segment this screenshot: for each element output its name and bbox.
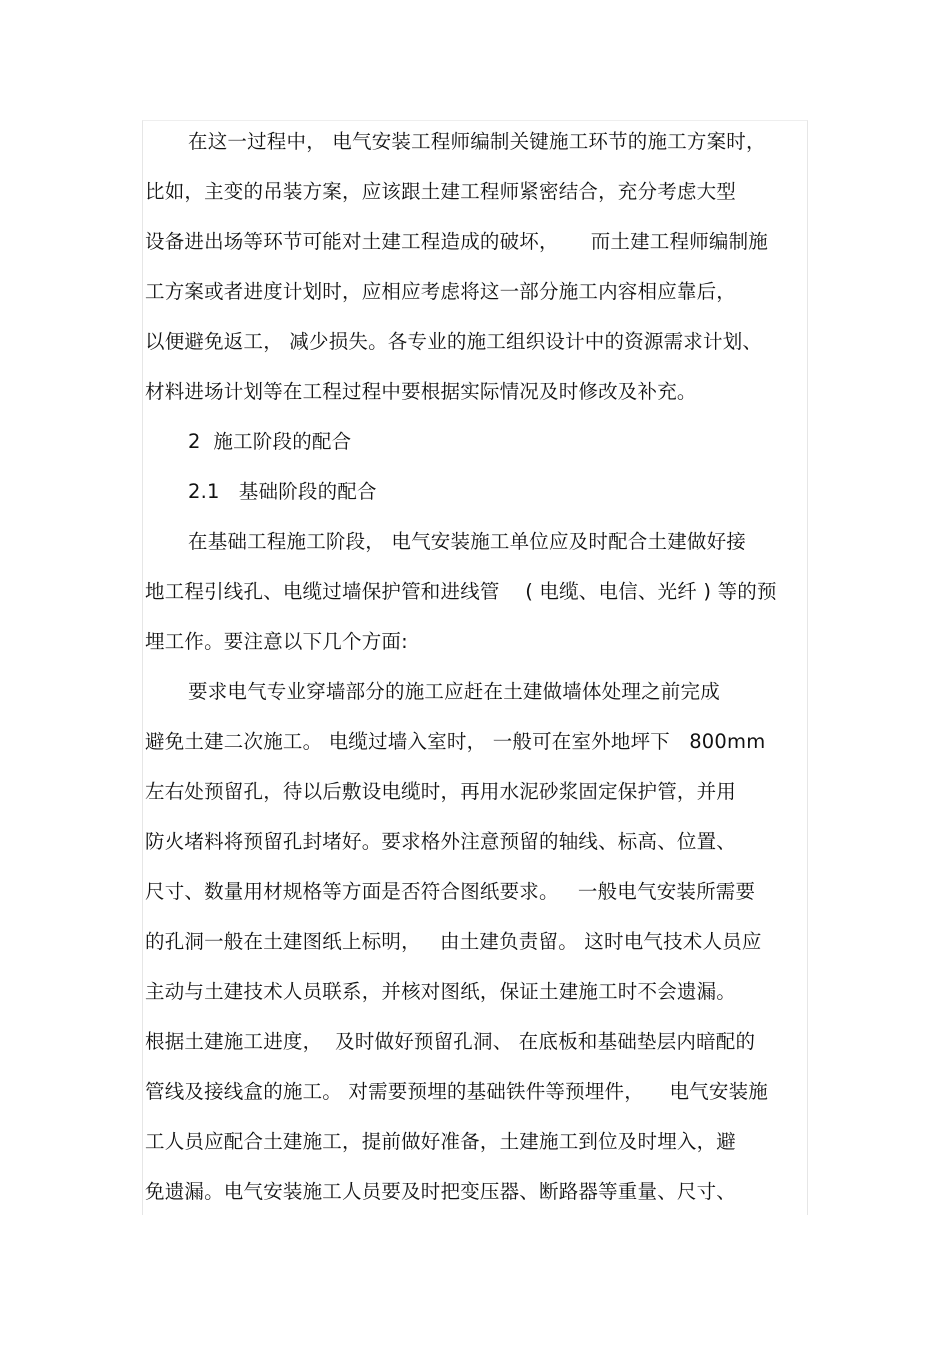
text-line-22: 免遗漏。电气安装施工人员要及时把变压器、断路器等重量、尺寸、 bbox=[145, 1180, 737, 1203]
text-line-21: 工人员应配合土建施工，提前做好准备，土建施工到位及时埋入，避 bbox=[145, 1130, 737, 1153]
text-line-12: 要求电气专业穿墙部分的施工应赶在土建做墙体处理之前完成 bbox=[188, 680, 720, 703]
text-line-3: 设备进出场等环节可能对土建工程造成的破坏， 而土建工程师编制施 bbox=[145, 230, 768, 253]
text-line-1: 在这一过程中， 电气安装工程师编制关键施工环节的施工方案时， bbox=[188, 130, 766, 153]
text-line-5: 以便避免返工， 减少损失。各专业的施工组织设计中的资源需求计划、 bbox=[145, 330, 763, 353]
text-line-13: 避免土建二次施工。 电缆过墙入室时， 一般可在室外地坪下 800mm bbox=[145, 730, 766, 753]
text-line-20: 管线及接线盒的施工。 对需要预埋的基础铁件等预埋件， 电气安装施 bbox=[145, 1080, 768, 1103]
text-line-4: 工方案或者进度计划时，应相应考虑将这一部分施工内容相应靠后， bbox=[145, 280, 737, 303]
text-line-15: 防火堵料将预留孔封堵好。要求格外注意预留的轴线、标高、位置、 bbox=[145, 830, 737, 853]
text-line-9: 在基础工程施工阶段， 电气安装施工单位应及时配合土建做好接 bbox=[188, 530, 746, 553]
text-line-16: 尺寸、数量用材规格等方面是否符合图纸要求。 一般电气安装所需要 bbox=[145, 880, 756, 903]
text-line-11: 埋工作。要注意以下几个方面: bbox=[145, 630, 408, 653]
section-heading-2: 2 施工阶段的配合 bbox=[188, 430, 352, 453]
text-line-18: 主动与土建技术人员联系，并核对图纸，保证土建施工时不会遗漏。 bbox=[145, 980, 737, 1003]
section-heading-2-1: 2.1 基础阶段的配合 bbox=[188, 480, 377, 503]
text-line-10: 地工程引线孔、电缆过墙保护管和进线管 ( 电缆、电信、光纤 ) 等的预 bbox=[145, 580, 777, 603]
text-line-17: 的孔洞一般在土建图纸上标明， 由土建负责留。 这时电气技术人员应 bbox=[145, 930, 762, 953]
text-line-2: 比如，主变的吊装方案，应该跟土建工程师紧密结合，充分考虑大型 bbox=[145, 180, 737, 203]
text-line-6: 材料进场计划等在工程过程中要根据实际情况及时修改及补充。 bbox=[145, 380, 697, 403]
text-line-19: 根据土建施工进度， 及时做好预留孔洞、 在底板和基础垫层内暗配的 bbox=[145, 1030, 756, 1053]
text-line-14: 左右处预留孔，待以后敷设电缆时，再用水泥砂浆固定保护管，并用 bbox=[145, 780, 737, 803]
